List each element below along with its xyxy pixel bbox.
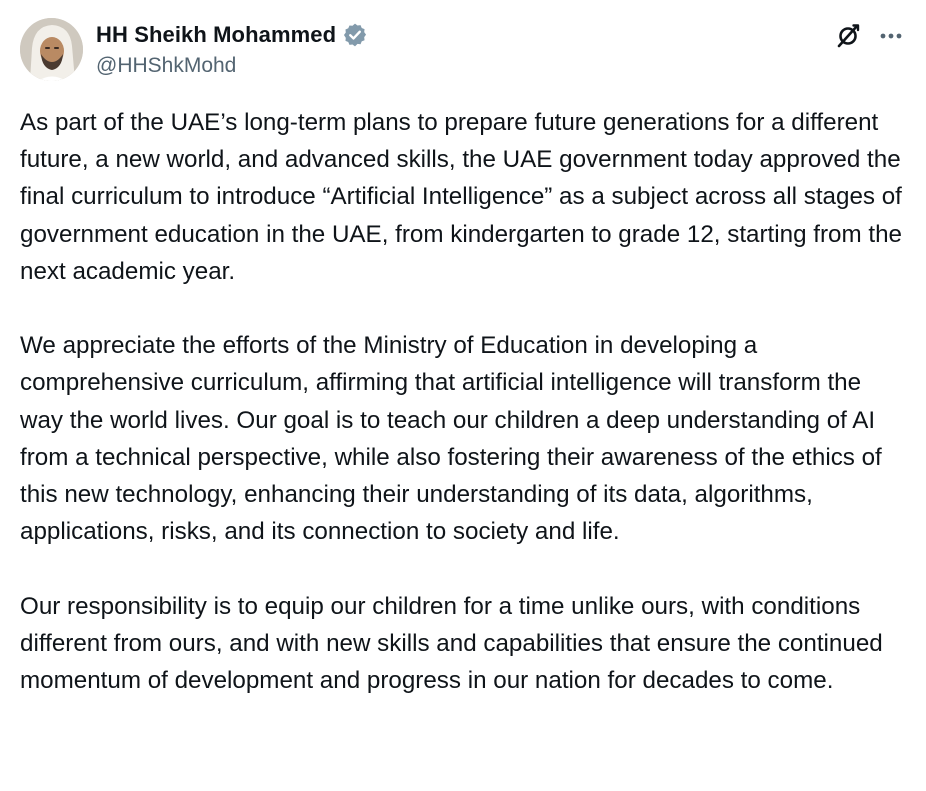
avatar-image <box>20 18 83 81</box>
post-paragraph-2: We appreciate the efforts of the Ministry of Education in developing a comprehensive curriculum, affirming that artificial intelligence will transform the way the world lives. Our goal is to teach our children a deep understanding of AI from a technical perspective, while also fostering their awareness of the ethics of this new technology, enhancing their understanding of its data, algorithms, applications, risks, and its connection to society and life. <box>20 332 882 546</box>
post-text <box>20 104 910 699</box>
grok-icon[interactable] <box>834 22 862 50</box>
more-options-icon[interactable] <box>862 22 906 50</box>
post-header <box>20 16 906 82</box>
display-name[interactable]: HH Sheikh Mohammed <box>96 22 337 47</box>
verified-badge-icon[interactable] <box>342 22 368 48</box>
post-actions <box>834 22 906 50</box>
post-paragraph-1: As part of the UAE’s long-term plans to prepare future generations for a different future, a new world, and advanced skills, the UAE government today approved the final curriculum to introduce “Artificial Intelligence” as a subject across all stages of government education in the UAE, from kindergarten to grade 12, starting from the next academic year. <box>20 109 902 285</box>
post-paragraph-3: Our responsibility is to equip our children for a time unlike ours, with conditions different from ours, and with new skills and capabilities that ensure the continued momentum of development and progress in our nation for decades to come. <box>20 592 883 695</box>
user-handle[interactable]: @HHShkMohd <box>96 54 237 77</box>
name-row <box>96 20 368 50</box>
user-info <box>96 20 368 78</box>
avatar[interactable] <box>20 18 83 81</box>
